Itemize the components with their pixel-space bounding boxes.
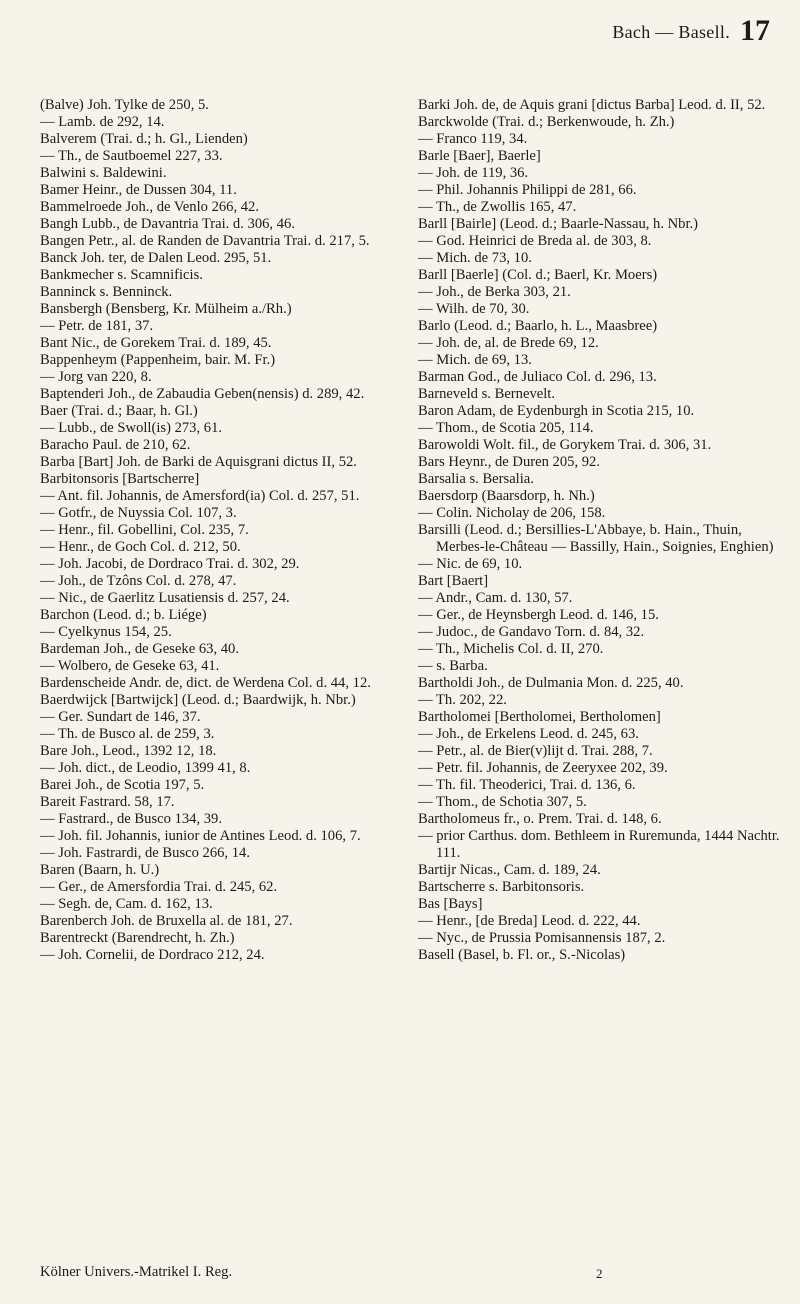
index-entry: Barowoldi Wolt. fil., de Gorykem Trai. d. 306, 31.: [418, 437, 712, 453]
index-entry: — Th., de Sautboemel 227, 33.: [40, 148, 223, 164]
index-entry: Bardenscheide Andr. de, dict. de Werdena Col. d. 44, 12.: [40, 675, 371, 691]
index-entry: Bartijr Nicas., Cam. d. 189, 24.: [418, 862, 601, 878]
index-entry: — Colin. Nicholay de 206, 158.: [418, 505, 606, 521]
index-entry: — God. Heinrici de Breda al. de 303, 8.: [418, 233, 652, 249]
index-entry: — Joh. dict., de Leodio, 1399 41, 8.: [40, 760, 251, 776]
index-entry: — Th., de Zwollis 165, 47.: [418, 199, 577, 215]
index-entry: — Ger. Sundart de 146, 37.: [40, 709, 201, 725]
index-entry: — Thom., de Scotia 205, 114.: [418, 420, 594, 436]
running-head: Bach — Basell.: [612, 22, 730, 42]
index-entry: — Petr. fil. Johannis, de Zeeryxee 202, 39.: [418, 760, 668, 776]
index-entry: Barei Joh., de Scotia 197, 5.: [40, 777, 205, 793]
index-entry: — Phil. Johannis Philippi de 281, 66.: [418, 182, 637, 198]
index-entry: — Joh., de Tzôns Col. d. 278, 47.: [40, 573, 237, 589]
index-entry: — Petr. de 181, 37.: [40, 318, 154, 334]
index-entry: Bammelroede Joh., de Venlo 266, 42.: [40, 199, 260, 215]
publication-title: Kölner Univers.-Matrikel I. Reg.: [40, 1264, 233, 1280]
index-entry: Barchon (Leod. d.; b. Liége): [40, 607, 207, 623]
index-entry: Barenberch Joh. de Bruxella al. de 181, 27.: [40, 913, 293, 929]
index-entry: Barbitonsoris [Bartscherre]: [40, 471, 200, 487]
index-entry: — Henr., de Goch Col. d. 212, 50.: [40, 539, 241, 555]
index-entry: Barlo (Leod. d.; Baarlo, h. L., Maasbree): [418, 318, 658, 334]
index-entry: — Joh. Jacobi, de Dordraco Trai. d. 302, 29.: [40, 556, 300, 572]
index-entry: — Segh. de, Cam. d. 162, 13.: [40, 896, 213, 912]
index-entry: — Andr., Cam. d. 130, 57.: [418, 590, 573, 606]
index-entry: Barsalia s. Bersalia.: [418, 471, 534, 487]
index-entry: Barll [Bairle] (Leod. d.; Baarle-Nassau, h. Nbr.): [418, 216, 699, 232]
signature-mark: 2: [596, 1266, 603, 1281]
index-entry: Banck Joh. ter, de Dalen Leod. 295, 51.: [40, 250, 272, 266]
index-entry: Baptenderi Joh., de Zabaudia Geben(nensis) d. 289, 42.: [40, 386, 365, 402]
page-footer: [40, 1264, 780, 1284]
index-entry: Bant Nic., de Gorekem Trai. d. 189, 45.: [40, 335, 272, 351]
index-entry: Bankmecher s. Scamnificis.: [40, 267, 203, 283]
index-entry: — Joh. Cornelii, de Dordraco 212, 24.: [40, 947, 265, 963]
index-entry: — Cyelkynus 154, 25.: [40, 624, 172, 640]
index-entry: Baron Adam, de Eydenburgh in Scotia 215, 10.: [418, 403, 695, 419]
index-entry: Barki Joh. de, de Aquis grani [dictus Barba] Leod. d. II, 52.: [418, 97, 766, 113]
index-entry: — Wilh. de 70, 30.: [418, 301, 530, 317]
index-entry: — Jorg van 220, 8.: [40, 369, 152, 385]
index-entry: Bansbergh (Bensberg, Kr. Mülheim a./Rh.): [40, 301, 292, 317]
index-entry: Barba [Bart] Joh. de Barki de Aquisgrani dictus II, 52.: [40, 454, 357, 470]
index-entry: — Thom., de Schotia 307, 5.: [418, 794, 587, 810]
page-number: 17: [740, 14, 770, 47]
index-entry: — Joh., de Erkelens Leod. d. 245, 63.: [418, 726, 639, 742]
index-entry: Bangen Petr., al. de Randen de Davantria Trai. d. 217, 5.: [40, 233, 370, 249]
index-entry: — Nic. de 69, 10.: [418, 556, 523, 572]
index-entry: Balverem (Trai. d.; h. Gl., Lienden): [40, 131, 248, 147]
index-entry: Bareit Fastrard. 58, 17.: [40, 794, 175, 810]
index-entry: Bare Joh., Leod., 1392 12, 18.: [40, 743, 217, 759]
index-entry: — Henr., fil. Gobellini, Col. 235, 7.: [40, 522, 249, 538]
index-entry: Baren (Baarn, h. U.): [40, 862, 160, 878]
index-entry: Baracho Paul. de 210, 62.: [40, 437, 191, 453]
index-entry: — Mich. de 69, 13.: [418, 352, 532, 368]
index-entry: — prior Carthus. dom. Bethleem in Ruremunda, 1444 Nachtr. 111.: [418, 828, 780, 861]
index-entry: — Th., Michelis Col. d. II, 270.: [418, 641, 604, 657]
index-entry: — Wolbero, de Geseke 63, 41.: [40, 658, 220, 674]
index-entry: — Fastrard., de Busco 134, 39.: [40, 811, 222, 827]
index-entry: — Franco 119, 34.: [418, 131, 528, 147]
index-entry: — Joh., de Berka 303, 21.: [418, 284, 571, 300]
index-entry: — Judoc., de Gandavo Torn. d. 84, 32.: [418, 624, 645, 640]
index-entry: — Joh. de, al. de Brede 69, 12.: [418, 335, 599, 351]
index-entry: Bartholdi Joh., de Dulmania Mon. d. 225, 40.: [418, 675, 684, 691]
index-entry: — Ant. fil. Johannis, de Amersford(ia) Col. d. 257, 51.: [40, 488, 360, 504]
right-column: [418, 97, 780, 964]
left-column: [40, 97, 402, 964]
index-entry: Bars Heynr., de Duren 205, 92.: [418, 454, 600, 470]
index-entry: — Joh. Fastrardi, de Busco 266, 14.: [40, 845, 250, 861]
index-entry: Baer (Trai. d.; Baar, h. Gl.): [40, 403, 198, 419]
index-entry: — s. Barba.: [418, 658, 488, 674]
index-entry: — Henr., [de Breda] Leod. d. 222, 44.: [418, 913, 641, 929]
index-entry: — Nyc., de Prussia Pomisannensis 187, 2.: [418, 930, 666, 946]
index-entry: — Ger., de Heynsbergh Leod. d. 146, 15.: [418, 607, 659, 623]
index-entry: Baersdorp (Baarsdorp, h. Nh.): [418, 488, 595, 504]
index-entry: Barman God., de Juliaco Col. d. 296, 13.: [418, 369, 657, 385]
index-entry: Barle [Baer], Baerle]: [418, 148, 541, 164]
index-entry: Baerdwijck [Bartwijck] (Leod. d.; Baardwijk, h. Nbr.): [40, 692, 356, 708]
index-entry: Banninck s. Benninck.: [40, 284, 173, 300]
index-entry: — Joh. de 119, 36.: [418, 165, 529, 181]
index-entry: (Balve) Joh. Tylke de 250, 5.: [40, 97, 209, 113]
index-entry: Barll [Baerle] (Col. d.; Baerl, Kr. Moers): [418, 267, 658, 283]
index-entry: Barsilli (Leod. d.; Bersillies-L'Abbaye, b. Hain., Thuin, Merbes-le-Château — Bassilly, Hain., Soignies, Enghien): [418, 522, 774, 555]
index-entry: Bappenheym (Pappenheim, bair. M. Fr.): [40, 352, 276, 368]
index-entry: — Th. de Busco al. de 259, 3.: [40, 726, 215, 742]
index-entry: Bardeman Joh., de Geseke 63, 40.: [40, 641, 239, 657]
index-entry: Bartscherre s. Barbitonsoris.: [418, 879, 585, 895]
index-entry: — Th. 202, 22.: [418, 692, 507, 708]
page-header: [0, 14, 800, 58]
index-entry: Bartholomeus fr., o. Prem. Trai. d. 148, 6.: [418, 811, 662, 827]
index-entry: — Gotfr., de Nuyssia Col. 107, 3.: [40, 505, 237, 521]
index-entry: Basell (Basel, b. Fl. or., S.-Nicolas): [418, 947, 626, 963]
index-entry: Barentreckt (Barendrecht, h. Zh.): [40, 930, 235, 946]
index-entry: — Lamb. de 292, 14.: [40, 114, 165, 130]
index-entry: Bartholomei [Bertholomei, Bertholomen]: [418, 709, 661, 725]
index-entry: — Ger., de Amersfordia Trai. d. 245, 62.: [40, 879, 278, 895]
index-entry: Bas [Bays]: [418, 896, 483, 912]
index-entry: — Joh. fil. Johannis, iunior de Antines Leod. d. 106, 7.: [40, 828, 361, 844]
index-entry: Bamer Heinr., de Dussen 304, 11.: [40, 182, 237, 198]
index-entry: — Nic., de Gaerlitz Lusatiensis d. 257, 24.: [40, 590, 290, 606]
index-entry: — Th. fil. Theoderici, Trai. d. 136, 6.: [418, 777, 636, 793]
index-entry: — Petr., al. de Bier(v)lijt d. Trai. 288, 7.: [418, 743, 653, 759]
index-entry: Bart [Baert]: [418, 573, 489, 589]
index-entry: Barckwolde (Trai. d.; Berkenwoude, h. Zh.): [418, 114, 675, 130]
index-entry: — Mich. de 73, 10.: [418, 250, 532, 266]
index-entry: Bangh Lubb., de Davantria Trai. d. 306, 46.: [40, 216, 295, 232]
index-entry: — Lubb., de Swoll(is) 273, 61.: [40, 420, 223, 436]
index-entry: Barneveld s. Bernevelt.: [418, 386, 555, 402]
index-entry: Balwini s. Baldewini.: [40, 165, 167, 181]
